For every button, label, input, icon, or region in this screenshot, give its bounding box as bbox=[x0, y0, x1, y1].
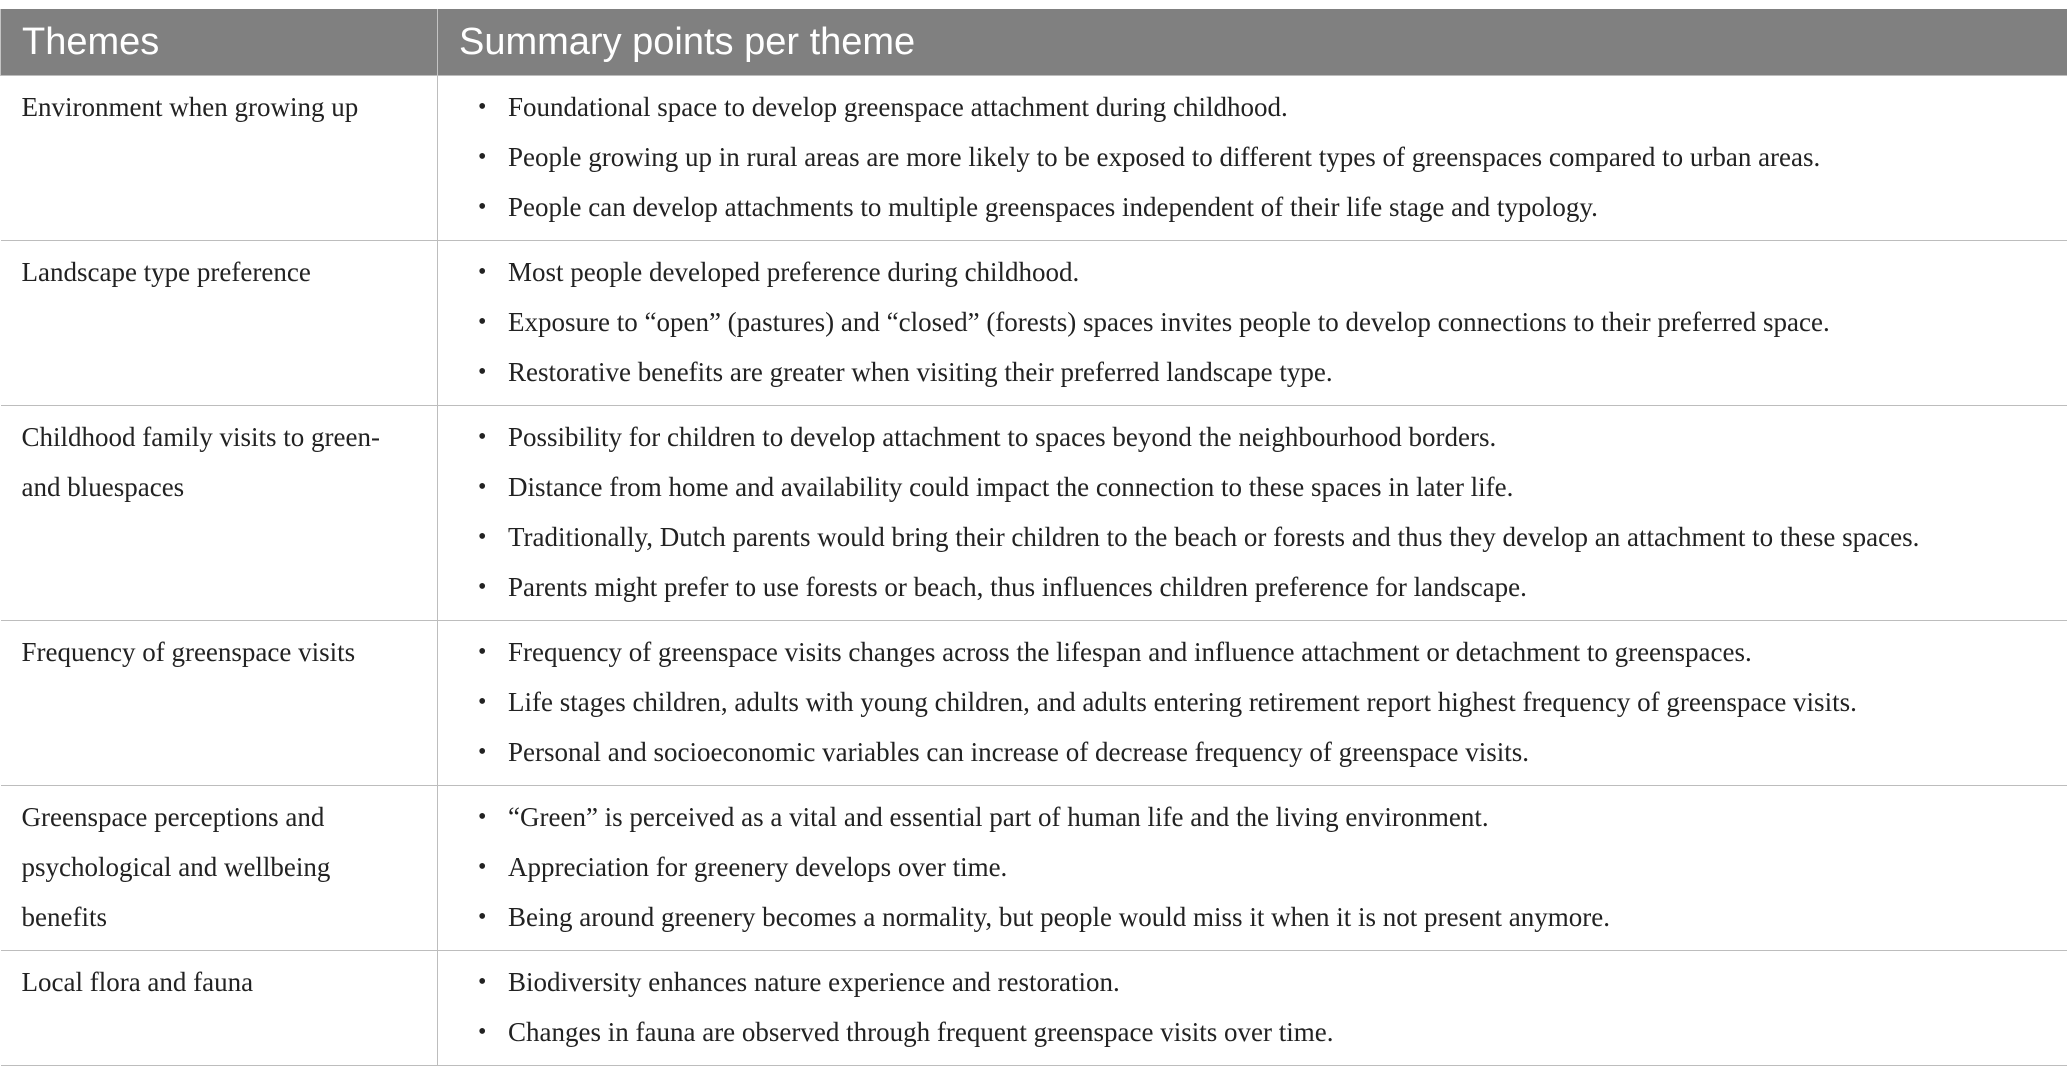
summary-points-cell bbox=[438, 76, 2067, 241]
summary-points-list bbox=[438, 792, 2058, 942]
list-item bbox=[438, 132, 2058, 182]
bullet-icon: • bbox=[478, 512, 486, 562]
theme-label: Frequency of greenspace visits bbox=[22, 637, 356, 667]
bullet-icon: • bbox=[478, 677, 486, 727]
bullet-icon: • bbox=[478, 892, 486, 942]
table-header bbox=[1, 9, 2067, 76]
summary-points-cell bbox=[438, 621, 2067, 786]
list-item bbox=[438, 792, 2058, 842]
theme-label: Landscape type preference bbox=[22, 257, 311, 287]
summary-point-text: People growing up in rural areas are more likely to be exposed to different types of greenspaces compared to urban areas. bbox=[508, 142, 1820, 172]
summary-point-text: Personal and socioeconomic variables can increase of decrease frequency of greenspace visits. bbox=[508, 737, 1529, 767]
summary-points-cell bbox=[438, 786, 2067, 951]
header-row bbox=[1, 9, 2067, 76]
table-row bbox=[1, 76, 2067, 241]
theme-label: Childhood family visits to green- and bluespaces bbox=[22, 422, 380, 502]
theme-cell bbox=[1, 621, 438, 786]
summary-point-text: Appreciation for greenery develops over time. bbox=[508, 852, 1007, 882]
table-row bbox=[1, 241, 2067, 406]
summary-point-text: Being around greenery becomes a normality, but people would miss it when it is not present anymore. bbox=[508, 902, 1610, 932]
bullet-icon: • bbox=[478, 627, 486, 677]
table-body bbox=[1, 76, 2067, 1066]
summary-point-text: Life stages children, adults with young children, and adults entering retirement report highest frequency of greenspace visits. bbox=[508, 687, 1857, 717]
list-item bbox=[438, 347, 2058, 397]
theme-cell bbox=[1, 76, 438, 241]
summary-points-cell bbox=[438, 951, 2067, 1066]
list-item bbox=[438, 957, 2058, 1007]
theme-cell bbox=[1, 786, 438, 951]
summary-point-text: Most people developed preference during childhood. bbox=[508, 257, 1079, 287]
summary-points-list bbox=[438, 412, 2058, 612]
table-row bbox=[1, 951, 2067, 1066]
summary-point-text: Parents might prefer to use forests or beach, thus influences children preference for landscape. bbox=[508, 572, 1527, 602]
bullet-icon: • bbox=[478, 792, 486, 842]
list-item bbox=[438, 892, 2058, 942]
list-item bbox=[438, 412, 2058, 462]
summary-point-text: Restorative benefits are greater when visiting their preferred landscape type. bbox=[508, 357, 1333, 387]
bullet-icon: • bbox=[478, 247, 486, 297]
table-row bbox=[1, 786, 2067, 951]
theme-label: Greenspace perceptions and psychological and wellbeing benefits bbox=[22, 802, 331, 932]
list-item bbox=[438, 182, 2058, 232]
table-row bbox=[1, 406, 2067, 621]
list-item bbox=[438, 627, 2058, 677]
bullet-icon: • bbox=[478, 347, 486, 397]
summary-point-text: Possibility for children to develop attachment to spaces beyond the neighbourhood borders. bbox=[508, 422, 1496, 452]
summary-point-text: Distance from home and availability could impact the connection to these spaces in later life. bbox=[508, 472, 1513, 502]
summary-point-text: Foundational space to develop greenspace attachment during childhood. bbox=[508, 92, 1288, 122]
table-row bbox=[1, 621, 2067, 786]
bullet-icon: • bbox=[478, 82, 486, 132]
bullet-icon: • bbox=[478, 727, 486, 777]
theme-cell bbox=[1, 951, 438, 1066]
theme-label: Environment when growing up bbox=[22, 92, 359, 122]
summary-point-text: “Green” is perceived as a vital and essential part of human life and the living environment. bbox=[508, 802, 1489, 832]
list-item bbox=[438, 297, 2058, 347]
bullet-icon: • bbox=[478, 412, 486, 462]
summary-point-text: Exposure to “open” (pastures) and “closed” (forests) spaces invites people to develop connections to their preferred space. bbox=[508, 307, 1830, 337]
summary-points-list bbox=[438, 957, 2058, 1057]
summary-points-cell bbox=[438, 241, 2067, 406]
summary-point-text: Frequency of greenspace visits changes across the lifespan and influence attachment or detachment to greenspaces. bbox=[508, 637, 1752, 667]
summary-points-cell bbox=[438, 406, 2067, 621]
list-item bbox=[438, 512, 2058, 562]
summary-point-text: Changes in fauna are observed through frequent greenspace visits over time. bbox=[508, 1017, 1333, 1047]
list-item bbox=[438, 562, 2058, 612]
summary-point-text: Traditionally, Dutch parents would bring their children to the beach or forests and thus they develop an attachment to these spaces. bbox=[508, 522, 1919, 552]
bullet-icon: • bbox=[478, 957, 486, 1007]
column-header-themes: Themes bbox=[1, 9, 438, 76]
list-item bbox=[438, 727, 2058, 777]
column-header-summary: Summary points per theme bbox=[438, 9, 2067, 76]
summary-point-text: Biodiversity enhances nature experience and restoration. bbox=[508, 967, 1120, 997]
bullet-icon: • bbox=[478, 1007, 486, 1057]
theme-cell bbox=[1, 241, 438, 406]
list-item bbox=[438, 1007, 2058, 1057]
bullet-icon: • bbox=[478, 562, 486, 612]
summary-points-list bbox=[438, 82, 2058, 232]
summary-points-list bbox=[438, 627, 2058, 777]
bullet-icon: • bbox=[478, 132, 486, 182]
bullet-icon: • bbox=[478, 842, 486, 892]
list-item bbox=[438, 247, 2058, 297]
summary-points-list bbox=[438, 247, 2058, 397]
list-item bbox=[438, 842, 2058, 892]
bullet-icon: • bbox=[478, 182, 486, 232]
list-item bbox=[438, 82, 2058, 132]
theme-label: Local flora and fauna bbox=[22, 967, 254, 997]
summary-point-text: People can develop attachments to multiple greenspaces independent of their life stage and typology. bbox=[508, 192, 1598, 222]
list-item bbox=[438, 677, 2058, 727]
bullet-icon: • bbox=[478, 462, 486, 512]
theme-cell bbox=[1, 406, 438, 621]
list-item bbox=[438, 462, 2058, 512]
bullet-icon: • bbox=[478, 297, 486, 347]
themes-table bbox=[0, 9, 2067, 1066]
